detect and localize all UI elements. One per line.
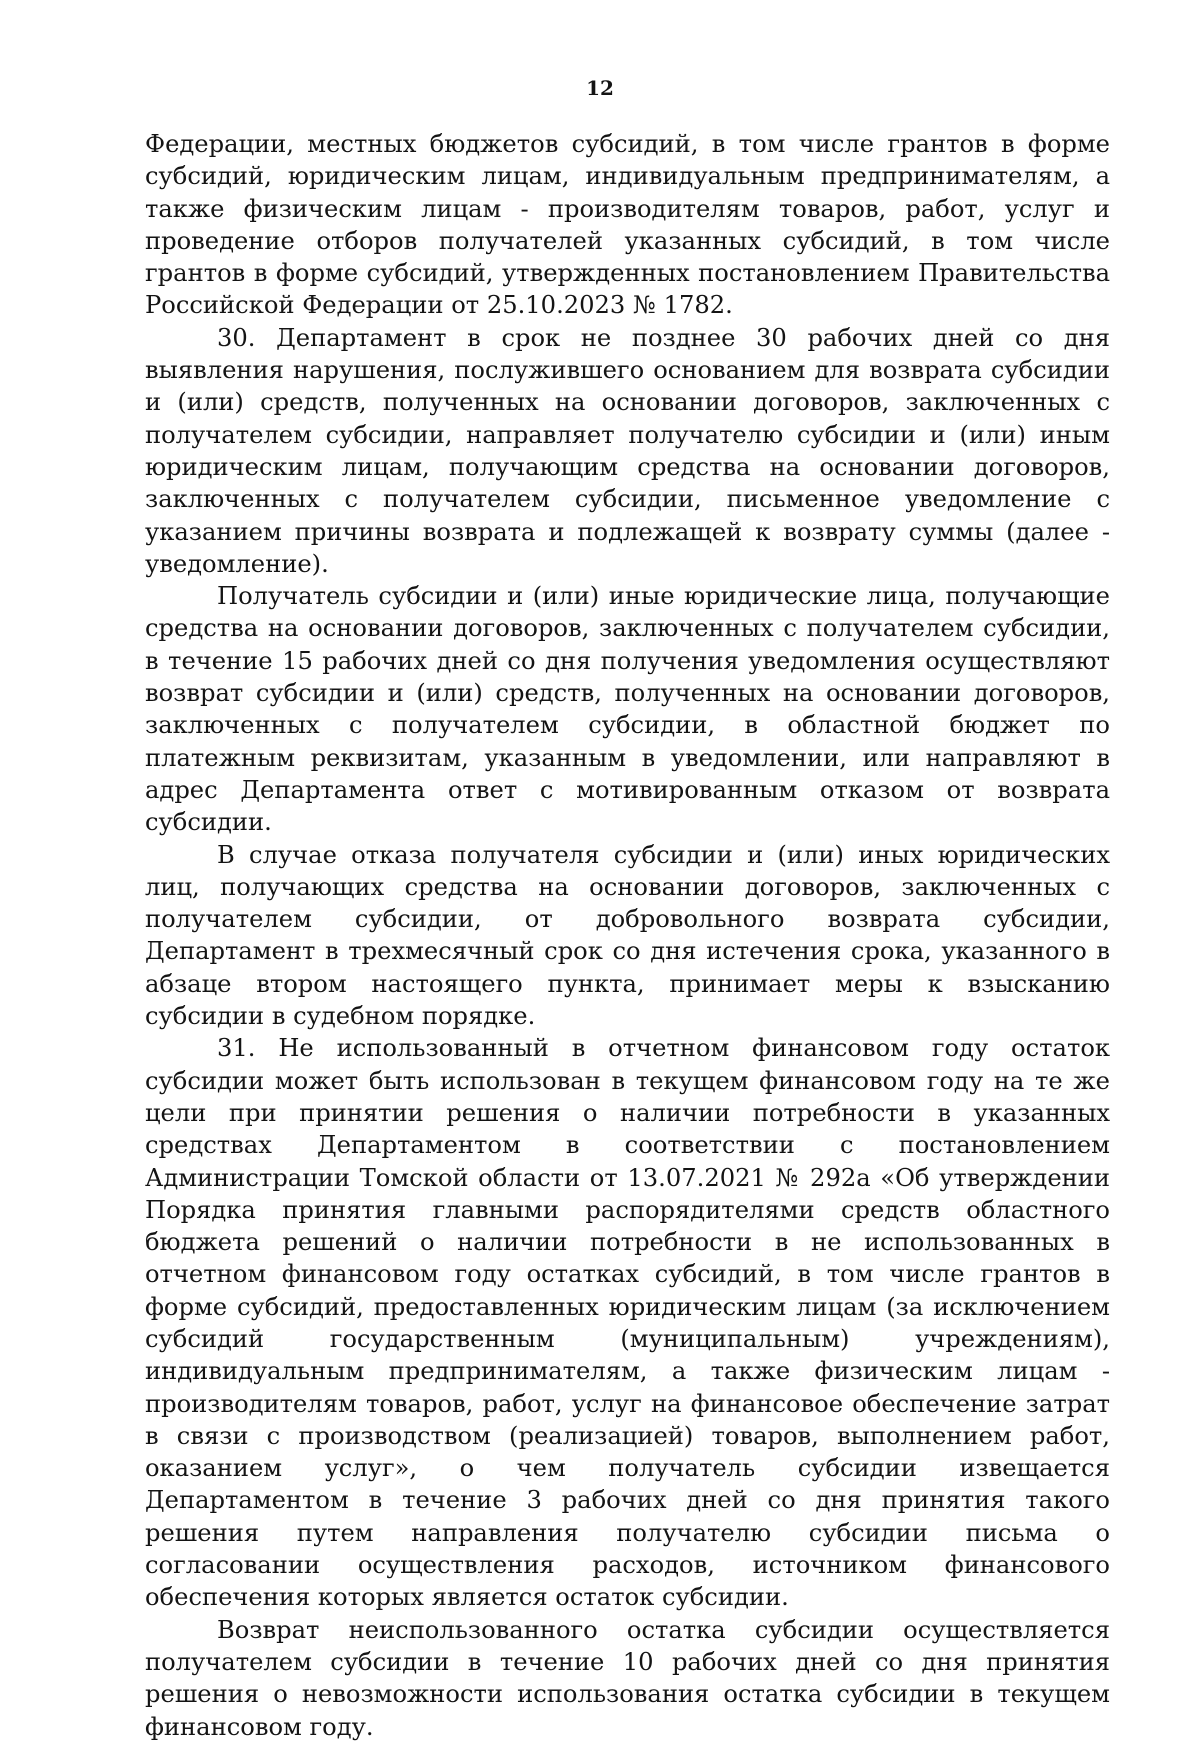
paragraph-item-30: 30. Департамент в срок не позднее 30 рабочих дней со дня выявления нарушения, послужившего основанием для возврата субсидии и (или) средств, полученных на основании договоров, заключенных с получателем субсидии, направляет получателю субсидии и (или) иным юридическим лицам, получающим средства на основании договоров, заключенных с получателем субсидии, письменное уведомление с указанием причины возврата и подлежащей к возврату суммы (далее - уведомление). xyxy=(145,323,1110,578)
paragraph-return-procedure: Получатель субсидии и (или) иные юридические лица, получающие средства на основании договоров, заключенных с получателем субсидии, в течение 15 рабочих дней со дня получения уведомления осуществляют возврат субсидии и (или) средств, полученных на основании договоров, заключенных с получателем субсидии, в областной бюджет по платежным реквизитам, указанным в уведомлении, или направляют в адрес Департамента ответ с мотивированным отказом от возврата субсидии. xyxy=(145,582,1110,837)
paragraph-unused-balance-return: Возврат неиспользованного остатка субсидии осуществляется получателем субсидии в течение 10 рабочих дней со дня принятия решения о невозможности использования остатка субсидии в текущем финансовом году. xyxy=(145,1615,1110,1741)
paragraph-continuation: Федерации, местных бюджетов субсидий, в том числе грантов в форме субсидий, юридическим лицам, индивидуальным предпринимателям, а также физическим лицам - производителям товаров, работ, услуг и проведение отборов получателей указанных субсидий, в том числе грантов в форме субсидий, утвержденных постановлением Правительства Российской Федерации от 25.10.2023 № 1782. xyxy=(145,130,1110,320)
paragraph-item-31: 31. Не использованный в отчетном финансовом году остаток субсидии может быть использован в текущем финансовом году на те же цели при принятии решения о наличии потребности в указанных средствах Департаментом в соответствии с постановлением Администрации Томской области от 13.07.2021 № 292а «Об утверждении Порядка принятия главными распорядителями средств областного бюджета решений о наличии потребности в не использованных в отчетном финансовом году остатках субсидий, в том числе грантов в форме субсидий, предоставленных юридическим лицам (за исключением субсидий государственным (муниципальным) учреждениям), индивидуальным предпринимателям, а также физическим лицам - производителям товаров, работ, услуг на финансовое обеспечение затрат в связи с производством (реализацией) товаров, выполнением работ, оказанием услуг», о чем получатель субсидии извещается Департаментом в течение 3 рабочих дней со дня принятия такого решения путем направления получателю субсидии письма о согласовании осуществления расходов, источником финансового обеспечения которых является остаток субсидии. xyxy=(145,1034,1110,1612)
paragraph-refusal-case: В случае отказа получателя субсидии и (или) иных юридических лиц, получающих средства на основании договоров, заключенных с получателем субсидии, от добровольного возврата субсидии, Департамент в трехмесячный срок со дня истечения срока, указанного в абзаце втором настоящего пункта, принимает меры к взысканию субсидии в судебном порядке. xyxy=(145,840,1110,1031)
page-number: 12 xyxy=(586,76,614,100)
document-body xyxy=(145,128,1110,1743)
